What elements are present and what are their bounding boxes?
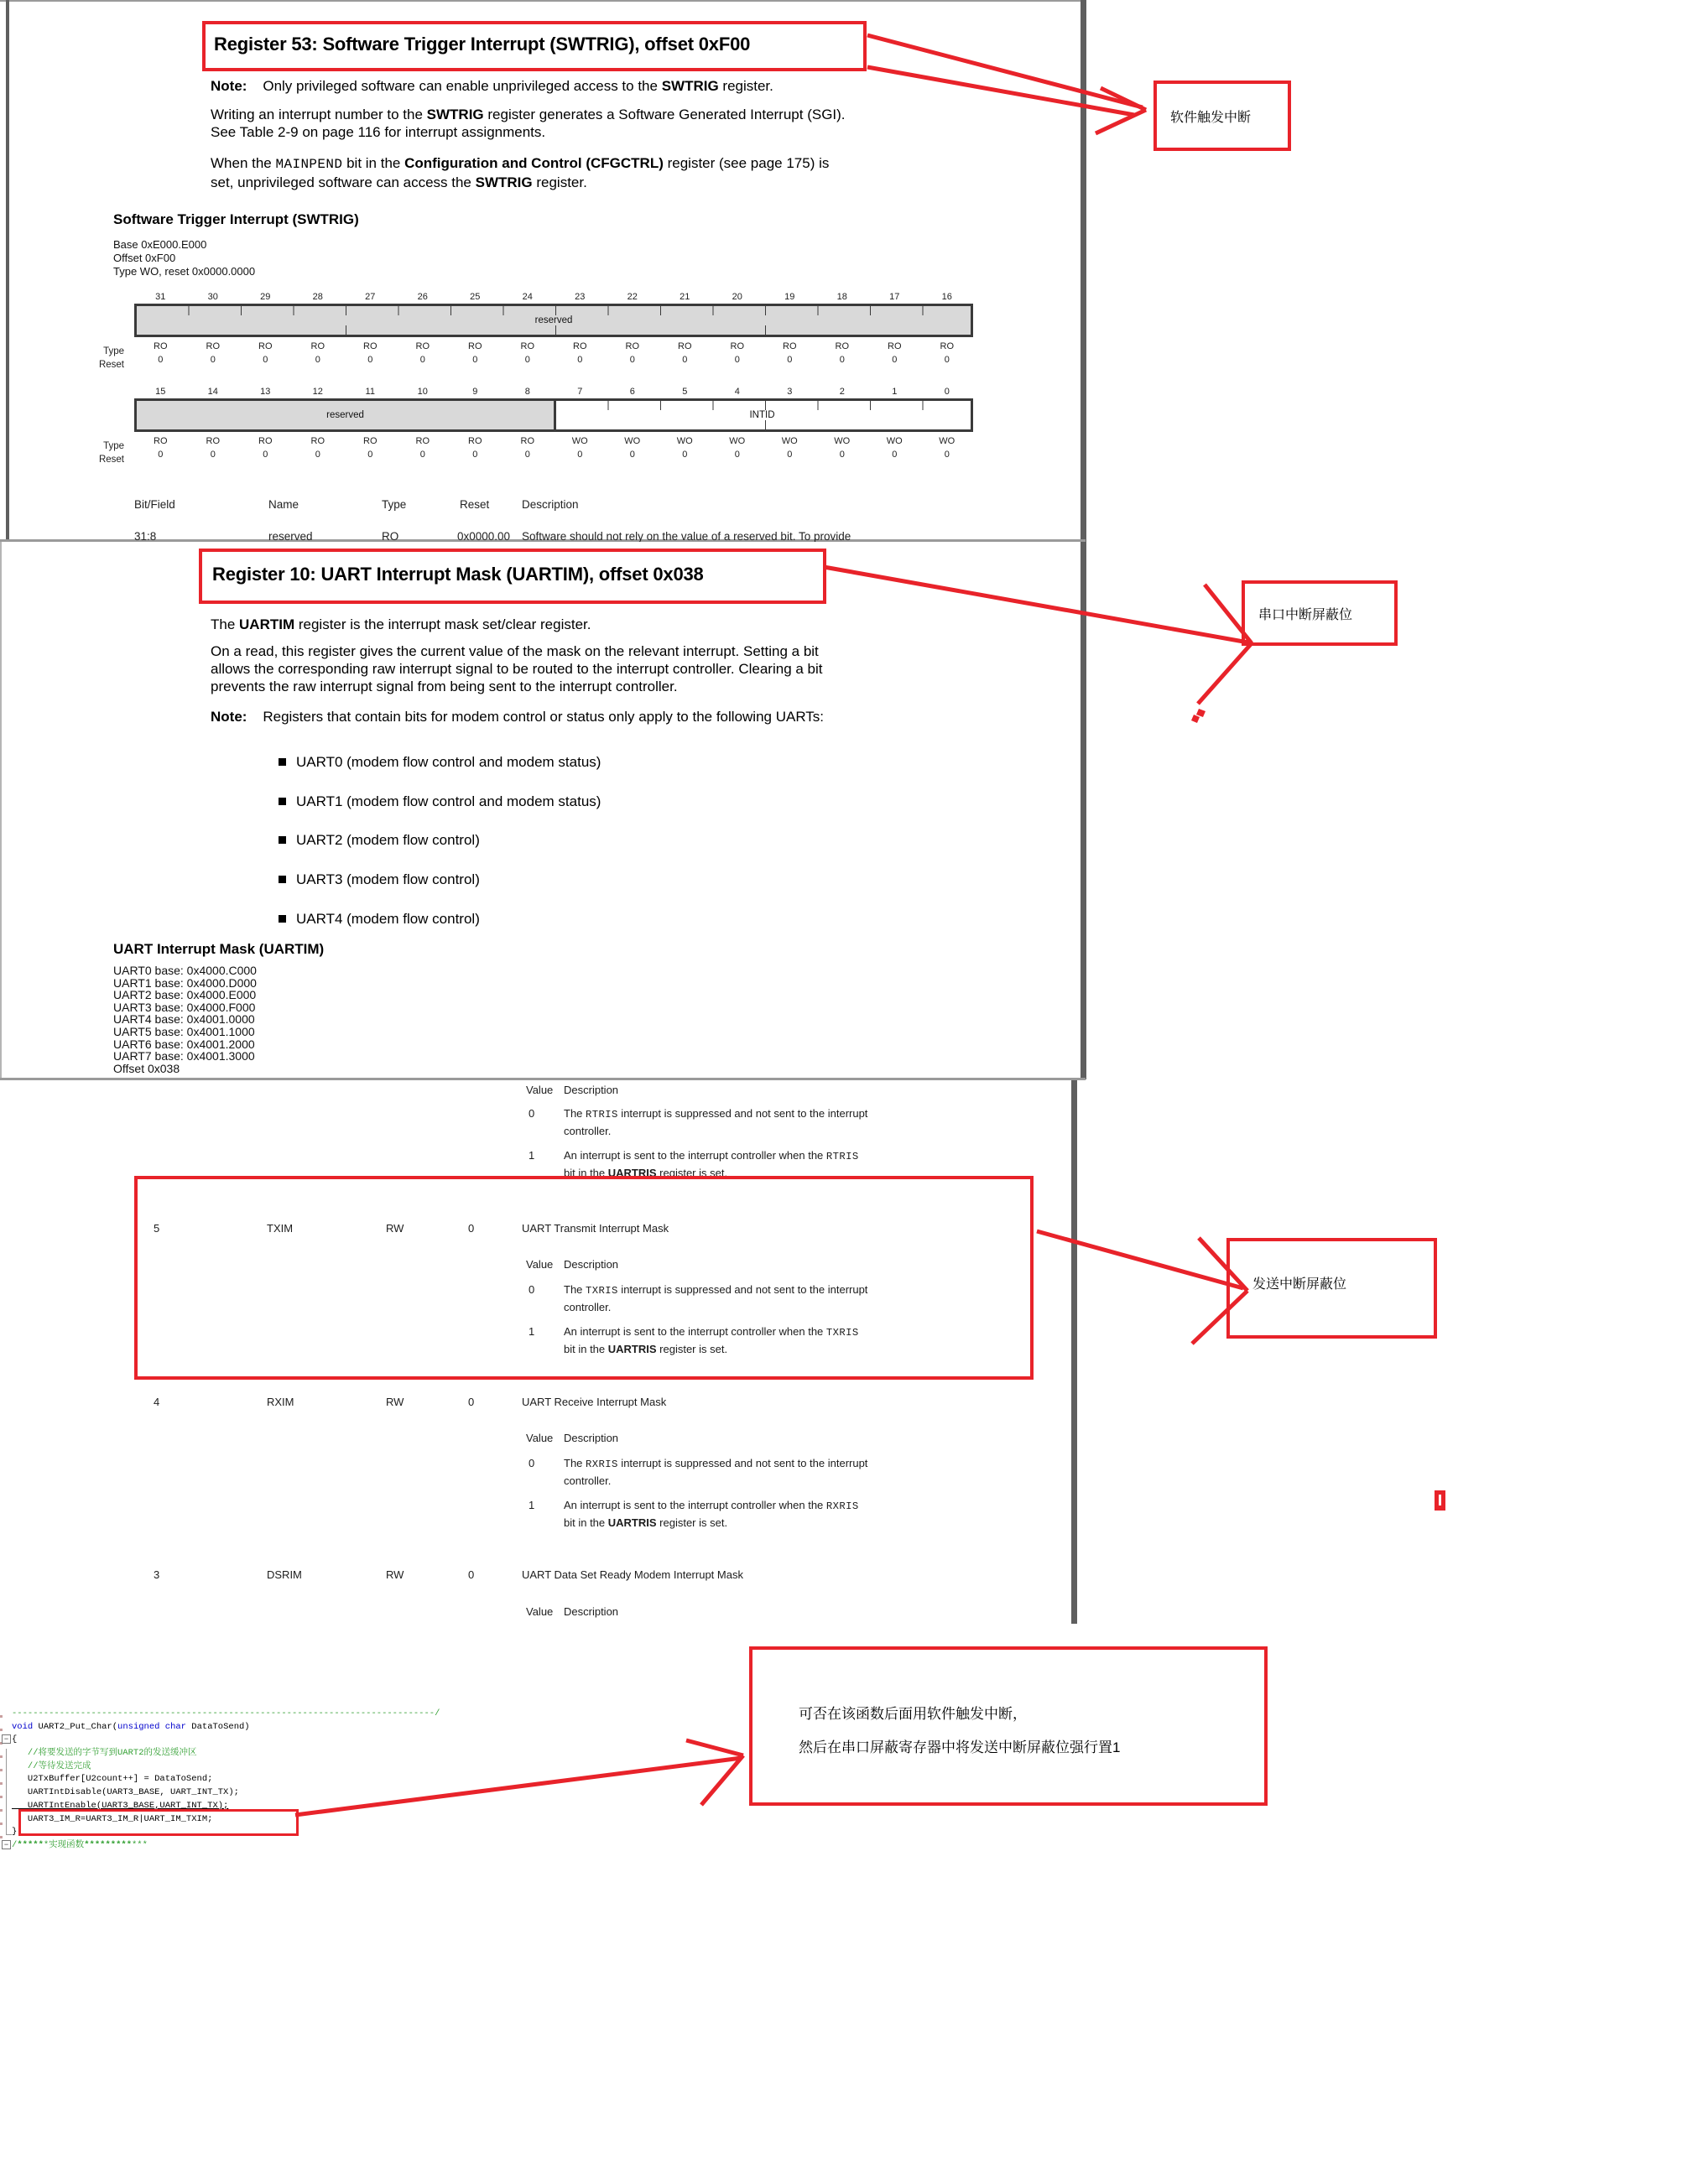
bit-cell: 14: [207, 387, 218, 397]
bit-cell: WO: [886, 436, 903, 446]
bit-cell: 0: [787, 355, 793, 365]
rxim-value-0-desc: The RXRIS interrupt is suppressed and not sent to the interrupt controller.: [564, 1457, 868, 1487]
value-0: 0: [529, 1107, 535, 1120]
bit-cell: 0: [472, 450, 478, 460]
type-row: [134, 436, 978, 448]
bit-number-row: [134, 387, 978, 398]
field-label: INTID: [749, 410, 775, 420]
field-label: reserved: [534, 315, 573, 325]
bit-cell: 0: [158, 355, 164, 365]
bit-cell: 0: [682, 355, 688, 365]
reset-row: [134, 355, 978, 367]
bullet-icon: [279, 915, 286, 923]
bullet-icon: [279, 758, 286, 766]
swtrig-diagram-heading: Software Trigger Interrupt (SWTRIG): [113, 211, 359, 227]
fold-collapse-icon[interactable]: −: [2, 1734, 11, 1744]
bit-cell: RO: [730, 341, 744, 351]
bit-cell: 0: [419, 355, 425, 365]
fold-guide-line: [6, 1749, 12, 1835]
bit-cell: RO: [468, 436, 482, 446]
bit-cell: 19: [784, 292, 795, 302]
swtrig-bit-table-low: [134, 387, 978, 461]
datasheet-page-1: [0, 0, 1086, 542]
bit-cell: 4: [734, 387, 740, 397]
value-header: Value: [526, 1605, 554, 1618]
reserved-half: [137, 401, 556, 429]
annotation-text-line2: 然后在串口屏蔽寄存器中将发送中断屏蔽位强行置1: [799, 1739, 1121, 1755]
bit-cell: 0: [315, 450, 320, 460]
bit-cell: 24: [522, 292, 533, 302]
bit-cell: RO: [258, 341, 273, 351]
bit-cell: 1: [892, 387, 898, 397]
fold-collapse-icon[interactable]: −: [2, 1840, 11, 1849]
bit-cell: RO: [258, 436, 273, 446]
row-desc: Software should not rely on the value of a reserved bit. To provide: [522, 530, 851, 542]
bit-cell: 0: [210, 355, 216, 365]
bit-cell: 0: [158, 450, 164, 460]
code-line: /******实现函数************: [12, 1839, 148, 1850]
red-cursor-icon: [1435, 1490, 1445, 1511]
bit-cell: 0: [944, 387, 950, 397]
col-description: Description: [522, 498, 579, 511]
bit-cell: 0: [472, 355, 478, 365]
bit-cell: 0: [367, 450, 373, 460]
reset-row: [134, 450, 978, 461]
code-line: //等待发送完成: [12, 1760, 91, 1771]
annotation-text: 软件触发中断: [1170, 110, 1252, 125]
value-1-desc: An interrupt is sent to the interrupt controller when the RTRIS bit in the UARTRIS register is set.: [564, 1149, 859, 1179]
bit-cell: RO: [783, 341, 797, 351]
type-row-label: Type: [103, 441, 124, 451]
editor-margin-marks: [0, 1713, 3, 1838]
bullet-icon: [279, 798, 286, 805]
bit-cell: RO: [154, 341, 168, 351]
bit-cell: 0: [734, 355, 740, 365]
description-header: Description: [564, 1258, 619, 1271]
bit-cell: 18: [836, 292, 847, 302]
bit-cell: 0: [944, 355, 950, 365]
value-header: Value: [526, 1258, 554, 1271]
bit-cell: 21: [680, 292, 690, 302]
row-bit: 31:8: [134, 530, 157, 542]
rxim-type: RW: [386, 1396, 404, 1408]
bit-cell: 20: [732, 292, 742, 302]
txim-value-1: 1: [529, 1325, 535, 1338]
bit-cell: 0: [839, 355, 845, 365]
bit-cell: 5: [682, 387, 688, 397]
code-line: void UART2_Put_Char(unsigned char DataToSend): [12, 1721, 250, 1732]
txim-reset: 0: [468, 1222, 475, 1235]
uartim-base-list: UART0 base: 0x4000.C000 UART1 base: 0x4000.D000 UART2 base: 0x4000.E000 UART3 base: 0x4000.F000 UART4 base: 0x4001.0000 UART5 base: 0x4001.1000 UART6 base: 0x4001.2000 UART7 base: 0x4001.3000 Offset 0x038: [113, 964, 257, 1075]
bit-cell: 10: [417, 387, 428, 397]
txim-value-1-desc: An interrupt is sent to the interrupt controller when the TXRIS bit in the UARTRIS register is set.: [564, 1325, 859, 1355]
rxim-reset: 0: [468, 1396, 475, 1408]
bit-cell: 8: [524, 387, 530, 397]
col-reset: Reset: [460, 498, 490, 511]
dsrim-desc: UART Data Set Ready Modem Interrupt Mask: [522, 1568, 743, 1581]
dsrim-bit: 3: [154, 1568, 160, 1581]
bit-cell: 0: [524, 355, 530, 365]
bit-cell: 0: [367, 355, 373, 365]
bit-cell: 0: [944, 450, 950, 460]
rxim-desc: UART Receive Interrupt Mask: [522, 1396, 667, 1408]
code-line: UARTIntDisable(UART3_BASE, UART_INT_TX);: [12, 1787, 239, 1798]
bit-cell: 9: [472, 387, 478, 397]
bit-cell: 27: [365, 292, 376, 302]
bit-cell: 0: [577, 355, 583, 365]
bit-cell: 0: [682, 450, 688, 460]
txim-type: RW: [386, 1222, 404, 1235]
cursor-bar: [1439, 1495, 1441, 1505]
row-reset: 0x0000.00: [457, 530, 511, 542]
bit-cell: RO: [468, 341, 482, 351]
bit-cell: 0: [892, 355, 898, 365]
bit-cell: WO: [571, 436, 588, 446]
dsrim-reset: 0: [468, 1568, 475, 1581]
dsrim-type: RW: [386, 1568, 404, 1581]
bit-cell: 0: [263, 450, 268, 460]
rxim-name: RXIM: [267, 1396, 294, 1408]
bullet-uart2: UART2 (modem flow control): [296, 832, 480, 848]
bit-cell: RO: [573, 341, 587, 351]
bit-cell: 3: [787, 387, 793, 397]
bit-cell: RO: [206, 341, 220, 351]
bullet-uart4: UART4 (modem flow control): [296, 911, 480, 927]
dsrim-name: DSRIM: [267, 1568, 302, 1581]
reset-row-label: Reset: [98, 455, 124, 465]
bit-cell: 29: [260, 292, 271, 302]
uartim-paragraph: On a read, this register gives the current value of the mask on the relevant interrupt. Setting a bit allows the corresponding raw interrupt signal to be routed to the interrupt controller. Clearing a bit prevents the raw interrupt signal from being sent to the interrupt controller.: [211, 643, 823, 694]
bit-field-box: [134, 304, 973, 337]
bit-number-row: [134, 292, 978, 304]
register10-title: Register 10: UART Interrupt Mask (UARTIM), offset 0x038: [212, 564, 704, 585]
bit-field-box: [134, 398, 973, 432]
register53-paragraph-1: Writing an interrupt number to the SWTRIG register generates a Software Generated Interrupt (SGI). See Table 2-9 on page 116 for interrupt assignments.: [211, 107, 846, 140]
bit-cell: 28: [312, 292, 323, 302]
annotation-text: 串口中断屏蔽位: [1258, 607, 1353, 622]
bullet-uart1: UART1 (modem flow control and modem status): [296, 793, 601, 809]
description-header: Description: [564, 1605, 619, 1618]
annotation-tx-mask: [1226, 1238, 1437, 1339]
bit-cell: 0: [629, 450, 635, 460]
bit-cell: 0: [839, 450, 845, 460]
description-header: Description: [564, 1432, 619, 1444]
value-1: 1: [529, 1149, 535, 1162]
bit-cell: WO: [939, 436, 956, 446]
bit-cell: RO: [363, 341, 378, 351]
reset-row-label: Reset: [98, 360, 124, 370]
row-name: reserved: [268, 530, 313, 542]
rxim-bit: 4: [154, 1396, 160, 1408]
txim-name: TXIM: [267, 1222, 294, 1235]
value-header: Value: [526, 1432, 554, 1444]
bit-cell: 13: [260, 387, 271, 397]
bit-cell: 22: [627, 292, 638, 302]
register53-paragraph-2: When the MAINPEND bit in the Configuration and Control (CFGCTRL) register (see page 175) is set, unprivileged software can access the SWTRIG register.: [211, 155, 830, 190]
bit-cell: 6: [629, 387, 635, 397]
uartim-intro: The UARTIM register is the interrupt mask set/clear register.: [211, 616, 591, 632]
annotation-text-line1: 可否在该函数后面用软件触发中断，: [799, 1706, 1027, 1722]
bit-cell: 23: [575, 292, 586, 302]
rxim-value-1: 1: [529, 1499, 535, 1511]
bit-cell: 0: [577, 450, 583, 460]
bit-cell: WO: [834, 436, 851, 446]
bit-cell: 0: [734, 450, 740, 460]
bit-cell: WO: [676, 436, 693, 446]
bit-cell: RO: [363, 436, 378, 446]
cell-ticks: [137, 306, 971, 315]
swtrig-bit-table-high: [134, 292, 978, 367]
bit-cell: RO: [520, 436, 534, 446]
code-line: }: [12, 1827, 18, 1838]
code-line: //将要发送的字节写到UART2的发送缓冲区: [12, 1748, 197, 1759]
intid-half: [554, 401, 971, 429]
bit-cell: 31: [155, 292, 166, 302]
annotation-code-question: [749, 1646, 1268, 1806]
bit-cell: 15: [155, 387, 166, 397]
bit-cell: RO: [835, 341, 849, 351]
txim-value-0-desc: The TXRIS interrupt is suppressed and not sent to the interrupt controller.: [564, 1283, 868, 1313]
rxim-value-1-desc: An interrupt is sent to the interrupt controller when the RXRIS bit in the UARTRIS register is set.: [564, 1499, 859, 1529]
code-line: --------------------------------------------------------------------------------/: [12, 1708, 440, 1719]
bit-cell: RO: [520, 341, 534, 351]
description-header: Description: [564, 1084, 619, 1096]
bit-cell: WO: [624, 436, 641, 446]
uartim-diagram-heading: UART Interrupt Mask (UARTIM): [113, 941, 325, 957]
annotation-text: 发送中断屏蔽位: [1252, 1277, 1347, 1292]
bit-cell: 12: [312, 387, 323, 397]
bullet-uart0: UART0 (modem flow control and modem status): [296, 754, 601, 770]
bit-cell: 17: [889, 292, 900, 302]
bit-cell: 0: [263, 355, 268, 365]
bit-cell: 7: [577, 387, 583, 397]
bullet-icon: [279, 836, 286, 844]
col-bitfield: Bit/Field: [134, 498, 175, 511]
bit-cell: 11: [365, 387, 375, 397]
row-type: RO: [382, 530, 399, 542]
code-line: UART3_IM_R=UART3_IM_R|UART_IM_TXIM;: [12, 1813, 213, 1824]
txim-highlight-box: [134, 1176, 1034, 1380]
code-line: {: [12, 1734, 18, 1745]
type-row-label: Type: [103, 346, 124, 356]
bit-cell: RO: [415, 436, 430, 446]
code-line: UARTIntEnable(UART3_BASE,UART_INT_TX);: [12, 1800, 229, 1811]
bit-cell: 30: [207, 292, 218, 302]
bit-cell: 0: [629, 355, 635, 365]
bit-cell: RO: [310, 341, 325, 351]
red-speck-icon: [1191, 709, 1205, 723]
txim-desc: UART Transmit Interrupt Mask: [522, 1222, 669, 1235]
bit-cell: RO: [940, 341, 954, 351]
bit-cell: 0: [419, 450, 425, 460]
bit-cell: RO: [310, 436, 325, 446]
register53-note: Note: Only privileged software can enable unprivileged access to the SWTRIG register.: [211, 78, 773, 94]
bullet-uart3: UART3 (modem flow control): [296, 871, 480, 887]
rxim-value-0: 0: [529, 1457, 535, 1469]
bit-cell: 2: [839, 387, 845, 397]
bit-cell: 25: [470, 292, 481, 302]
value-0-desc: The RTRIS interrupt is suppressed and not sent to the interrupt controller.: [564, 1107, 868, 1137]
bit-cell: WO: [781, 436, 798, 446]
txim-value-0: 0: [529, 1283, 535, 1296]
value-header: Value: [526, 1084, 554, 1096]
col-type: Type: [382, 498, 407, 511]
bit-cell: 0: [315, 355, 320, 365]
field-label: reserved: [326, 410, 364, 420]
bit-cell: RO: [415, 341, 430, 351]
datasheet-page-2: [0, 542, 1086, 1079]
bit-cell: 0: [787, 450, 793, 460]
swtrig-base-offset-type: Base 0xE000.E000 Offset 0xF00 Type WO, reset 0x0000.0000: [113, 238, 256, 278]
bit-cell: 0: [524, 450, 530, 460]
bit-cell: RO: [888, 341, 902, 351]
uartim-note: Note: Registers that contain bits for modem control or status only apply to the following UARTs:: [211, 709, 825, 725]
bit-cell: 0: [892, 450, 898, 460]
bit-cell: RO: [206, 436, 220, 446]
bit-cell: 0: [210, 450, 216, 460]
txim-bit: 5: [154, 1222, 160, 1235]
bit-cell: RO: [678, 341, 692, 351]
nibble-ticks: [137, 325, 971, 335]
col-name: Name: [268, 498, 299, 511]
bit-cell: RO: [625, 341, 639, 351]
annotation-uart-mask: [1242, 580, 1398, 646]
bit-cell: 16: [941, 292, 952, 302]
bit-cell: 26: [417, 292, 428, 302]
type-row: [134, 341, 978, 353]
bullet-icon: [279, 876, 286, 883]
register53-title: Register 53: Software Trigger Interrupt (SWTRIG), offset 0xF00: [214, 34, 751, 55]
bit-cell: WO: [729, 436, 746, 446]
code-line: U2TxBuffer[U2count++] = DataToSend;: [12, 1774, 213, 1785]
code-line-highlight-box: [18, 1809, 299, 1836]
annotation-software-trigger: [1153, 81, 1291, 151]
bit-cell: RO: [154, 436, 168, 446]
